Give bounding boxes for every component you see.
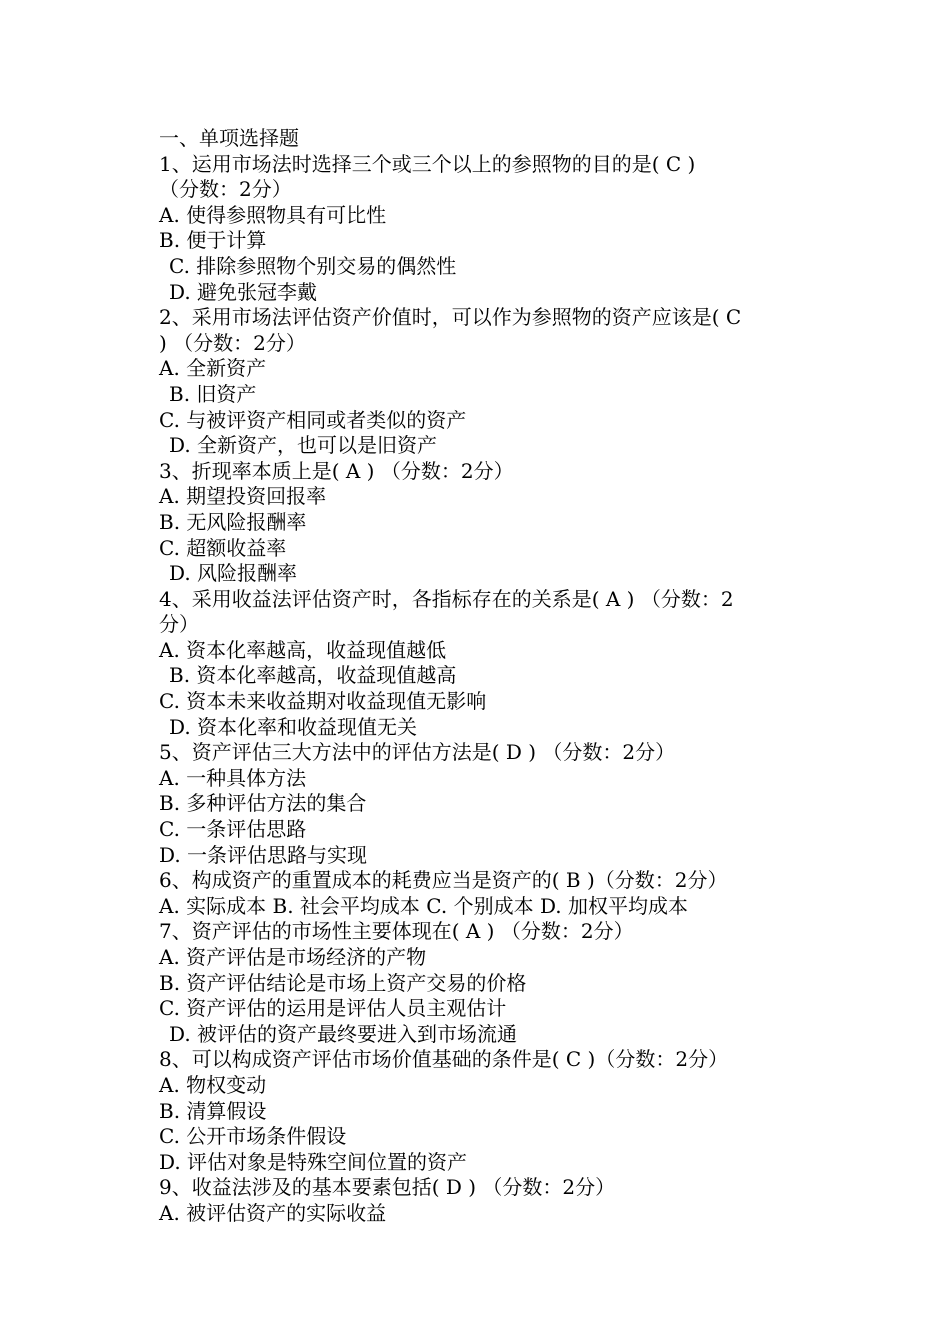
answer-option: A. 一种具体方法	[159, 765, 307, 790]
answer-option: C. 与被评资产相同或者类似的资产	[159, 407, 467, 432]
question-list	[159, 152, 799, 1227]
question-5	[159, 740, 799, 868]
question-4	[159, 587, 799, 741]
question-stem: （分数：2分）	[159, 177, 292, 202]
answer-option: C. 资产评估的运用是评估人员主观估计	[159, 996, 507, 1021]
question-stem: ) （分数：2分）	[159, 330, 306, 355]
question-stem: 1、运用市场法时选择三个或三个以上的参照物的目的是( C )	[159, 151, 696, 176]
question-stem: 7、资产评估的市场性主要体现在( A ) （分数：2分）	[159, 919, 634, 944]
answer-option: A. 被评估资产的实际收益	[159, 1200, 387, 1225]
answer-option: C. 一条评估思路	[159, 817, 307, 842]
answer-option: B. 资产评估结论是市场上资产交易的价格	[159, 970, 527, 995]
answer-option: B. 旧资产	[169, 381, 257, 406]
answer-option: D. 被评估的资产最终要进入到市场流通	[169, 1021, 518, 1046]
answer-option: B. 多种评估方法的集合	[159, 791, 367, 816]
answer-option: A. 实际成本 B. 社会平均成本 C. 个别成本 D. 加权平均成本	[159, 893, 688, 918]
question-stem: 2、采用市场法评估资产价值时，可以作为参照物的资产应该是( C	[159, 305, 742, 330]
answer-option: D. 评估对象是特殊空间位置的资产	[159, 1149, 468, 1174]
answer-option: B. 便于计算	[159, 228, 267, 253]
section-title: 一、单项选择题	[159, 126, 299, 150]
question-stem: 4、采用收益法评估资产时，各指标存在的关系是( A ) （分数：2	[159, 586, 734, 611]
answer-option: A. 物权变动	[159, 1072, 267, 1097]
answer-option: C. 资本未来收益期对收益现值无影响	[159, 689, 487, 714]
answer-option: C. 超额收益率	[159, 535, 287, 560]
answer-option: D. 风险报酬率	[169, 561, 298, 586]
answer-option: C. 公开市场条件假设	[159, 1124, 347, 1149]
question-6	[159, 868, 799, 919]
question-8	[159, 1047, 799, 1175]
answer-option: B. 无风险报酬率	[159, 509, 307, 534]
question-3	[159, 459, 799, 587]
question-stem: 5、资产评估三大方法中的评估方法是( D ) （分数：2分）	[159, 740, 676, 765]
answer-option: A. 全新资产	[159, 356, 267, 381]
answer-option: C. 排除参照物个别交易的偶然性	[169, 253, 457, 278]
answer-option: B. 资本化率越高，收益现值越高	[169, 663, 457, 688]
question-9	[159, 1175, 799, 1226]
answer-option: D. 一条评估思路与实现	[159, 842, 368, 867]
answer-option: A. 资产评估是市场经济的产物	[159, 945, 427, 969]
answer-option: A. 资本化率越高，收益现值越低	[159, 637, 447, 662]
answer-option: D. 资本化率和收益现值无关	[169, 714, 418, 739]
answer-option: D. 避免张冠李戴	[169, 279, 318, 304]
question-7	[159, 919, 799, 1047]
question-stem: 8、可以构成资产评估市场价值基础的条件是( C )（分数：2分）	[159, 1047, 729, 1072]
answer-option: D. 全新资产，也可以是旧资产	[169, 433, 438, 458]
question-stem: 分）	[159, 612, 199, 637]
question-1	[159, 152, 799, 306]
answer-option: A. 期望投资回报率	[159, 484, 327, 509]
question-stem: 6、构成资产的重置成本的耗费应当是资产的( B )（分数：2分）	[159, 868, 728, 893]
document-body	[159, 126, 799, 1227]
question-2	[159, 305, 799, 459]
question-stem: 3、折现率本质上是( A ) （分数：2分）	[159, 458, 514, 483]
answer-option: B. 清算假设	[159, 1098, 267, 1123]
question-stem: 9、收益法涉及的基本要素包括( D ) （分数：2分）	[159, 1175, 616, 1200]
answer-option: A. 使得参照物具有可比性	[159, 202, 387, 227]
